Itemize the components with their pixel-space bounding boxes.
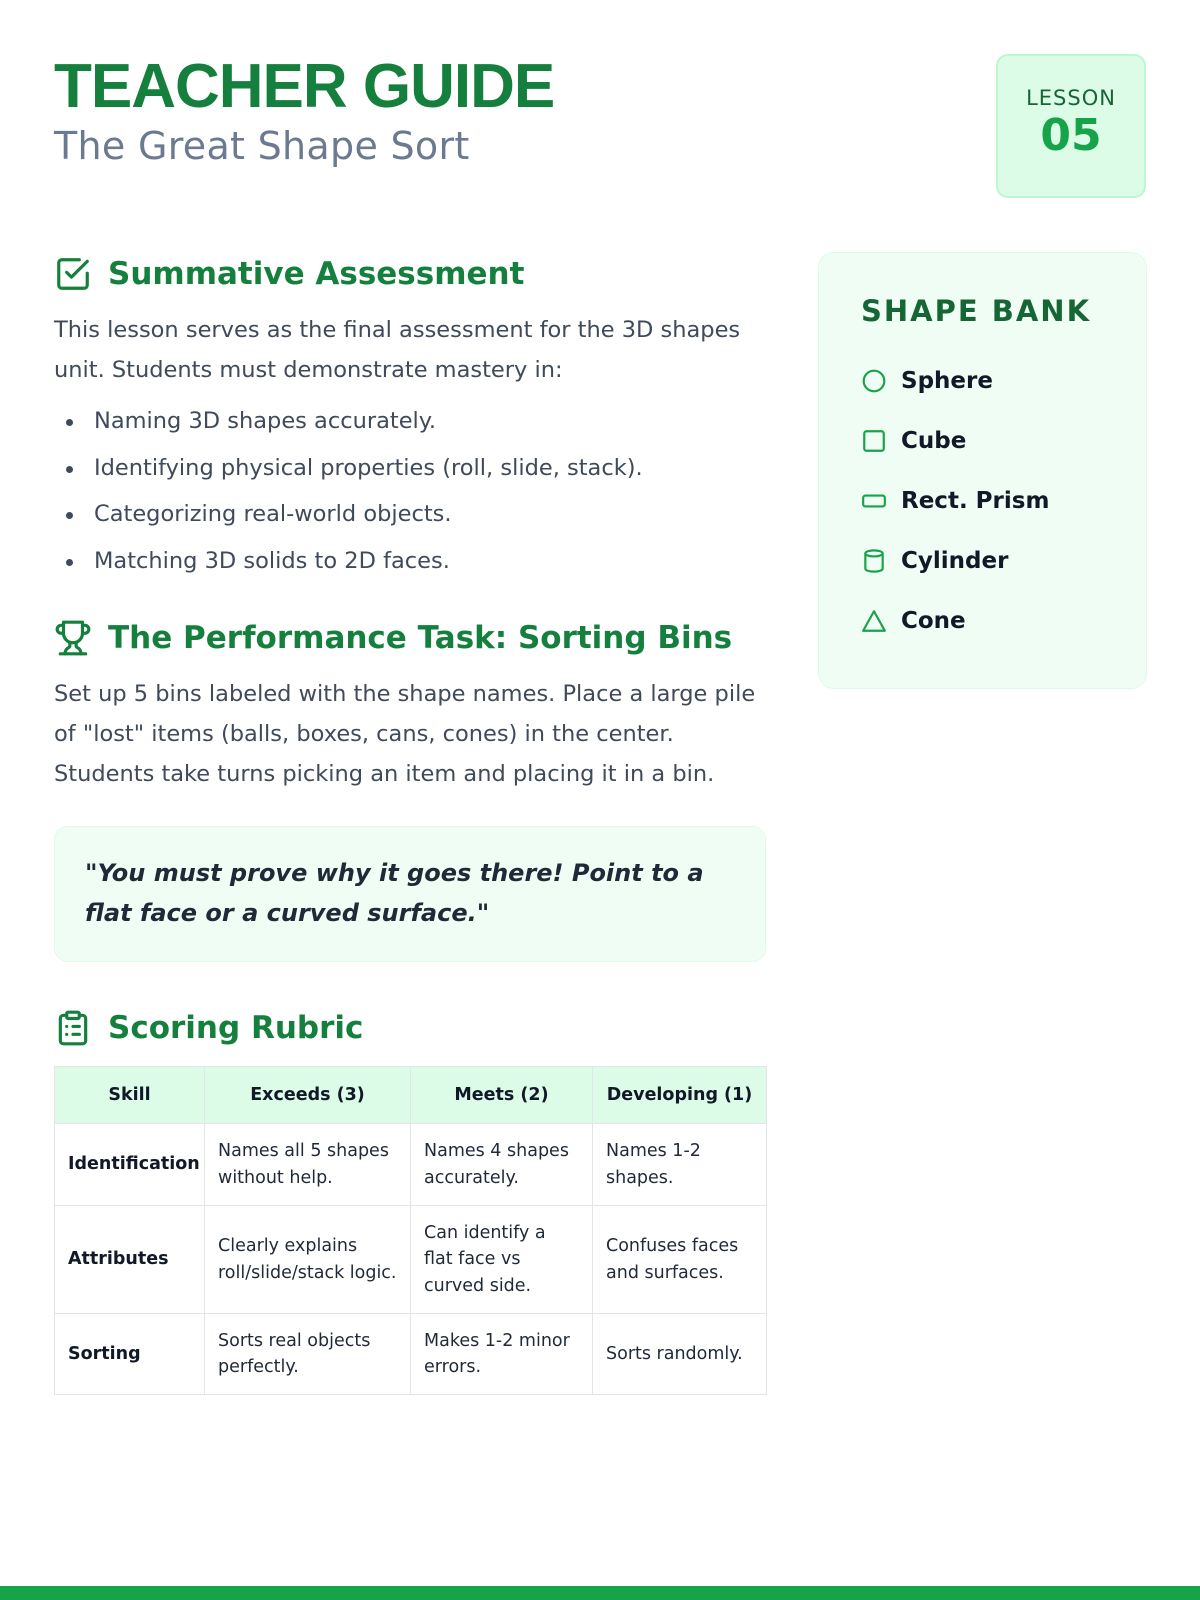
list-item: Categorizing real-world objects.: [54, 491, 766, 538]
shape-bank-list: [861, 351, 1146, 651]
lesson-number: 05: [1040, 110, 1102, 161]
table-cell: Clearly explains roll/slide/stack logic.: [205, 1206, 411, 1314]
list-item: [861, 591, 1146, 651]
rubric-heading: Scoring Rubric: [108, 1010, 364, 1046]
column-header: Exceeds (3): [205, 1067, 411, 1124]
document-title: TEACHER GUIDE: [54, 52, 555, 121]
column-header: Developing (1): [593, 1067, 767, 1124]
table-cell: Sorts randomly.: [593, 1314, 767, 1395]
trophy-icon: [54, 619, 92, 657]
teacher-quote: "You must prove why it goes there! Point to a flat face or a curved surface.": [85, 859, 704, 927]
column-header: Meets (2): [411, 1067, 593, 1124]
clipboard-icon: [54, 1009, 92, 1047]
column-header: Skill: [55, 1067, 205, 1124]
document-subtitle: The Great Shape Sort: [54, 124, 470, 168]
table-row: [55, 1314, 767, 1395]
list-item: Matching 3D solids to 2D faces.: [54, 538, 766, 585]
table-cell: Can identify a flat face vs curved side.: [411, 1206, 593, 1314]
list-item: [861, 351, 1146, 411]
triangle-icon: [861, 608, 887, 634]
shape-label: Rect. Prism: [901, 488, 1050, 514]
mastery-list: [54, 398, 766, 584]
list-item: [861, 471, 1146, 531]
table-cell: Names all 5 shapes without help.: [205, 1124, 411, 1206]
footer-bar: [0, 1586, 1200, 1600]
rubric-table: [54, 1066, 767, 1395]
task-body: Set up 5 bins labeled with the shape names. Place a large pile of "lost" items (balls, boxes, cans, cones) in the center. Students take turns picking an item and placing it in a bin.: [54, 681, 756, 787]
rubric-heading-row: [54, 1006, 766, 1050]
table-cell-skill: Identification: [55, 1124, 205, 1206]
table-cell: Confuses faces and surfaces.: [593, 1206, 767, 1314]
lesson-label: LESSON: [1026, 86, 1116, 110]
shape-label: Cone: [901, 608, 966, 634]
shape-label: Sphere: [901, 368, 993, 394]
list-item: Naming 3D shapes accurately.: [54, 398, 766, 445]
shape-bank-title: SHAPE BANK: [861, 294, 1092, 328]
checkbox-icon: [54, 255, 92, 293]
rectangle-icon: [861, 488, 887, 514]
shape-bank-panel: [818, 252, 1147, 689]
cylinder-icon: [861, 548, 887, 574]
task-heading-row: [54, 616, 766, 660]
list-item: [861, 411, 1146, 471]
circle-icon: [861, 368, 887, 394]
table-cell: Names 1-2 shapes.: [593, 1124, 767, 1206]
table-row: [55, 1124, 767, 1206]
square-icon: [861, 428, 887, 454]
table-header-row: [55, 1067, 767, 1124]
summative-intro: This lesson serves as the final assessment for the 3D shapes unit. Students must demonstrate mastery in:: [54, 317, 741, 383]
table-cell: Sorts real objects perfectly.: [205, 1314, 411, 1395]
summative-heading-row: [54, 252, 766, 296]
list-item: Identifying physical properties (roll, slide, stack).: [54, 445, 766, 492]
shape-label: Cube: [901, 428, 967, 454]
shape-label: Cylinder: [901, 548, 1009, 574]
table-cell-skill: Attributes: [55, 1206, 205, 1314]
lesson-badge: [996, 54, 1146, 198]
main-content: [54, 252, 766, 1395]
quote-callout: [54, 826, 766, 962]
task-heading: The Performance Task: Sorting Bins: [108, 620, 733, 656]
table-cell: Names 4 shapes accurately.: [411, 1124, 593, 1206]
table-row: [55, 1206, 767, 1314]
table-cell-skill: Sorting: [55, 1314, 205, 1395]
table-cell: Makes 1-2 minor errors.: [411, 1314, 593, 1395]
summative-heading: Summative Assessment: [108, 256, 525, 292]
list-item: [861, 531, 1146, 591]
